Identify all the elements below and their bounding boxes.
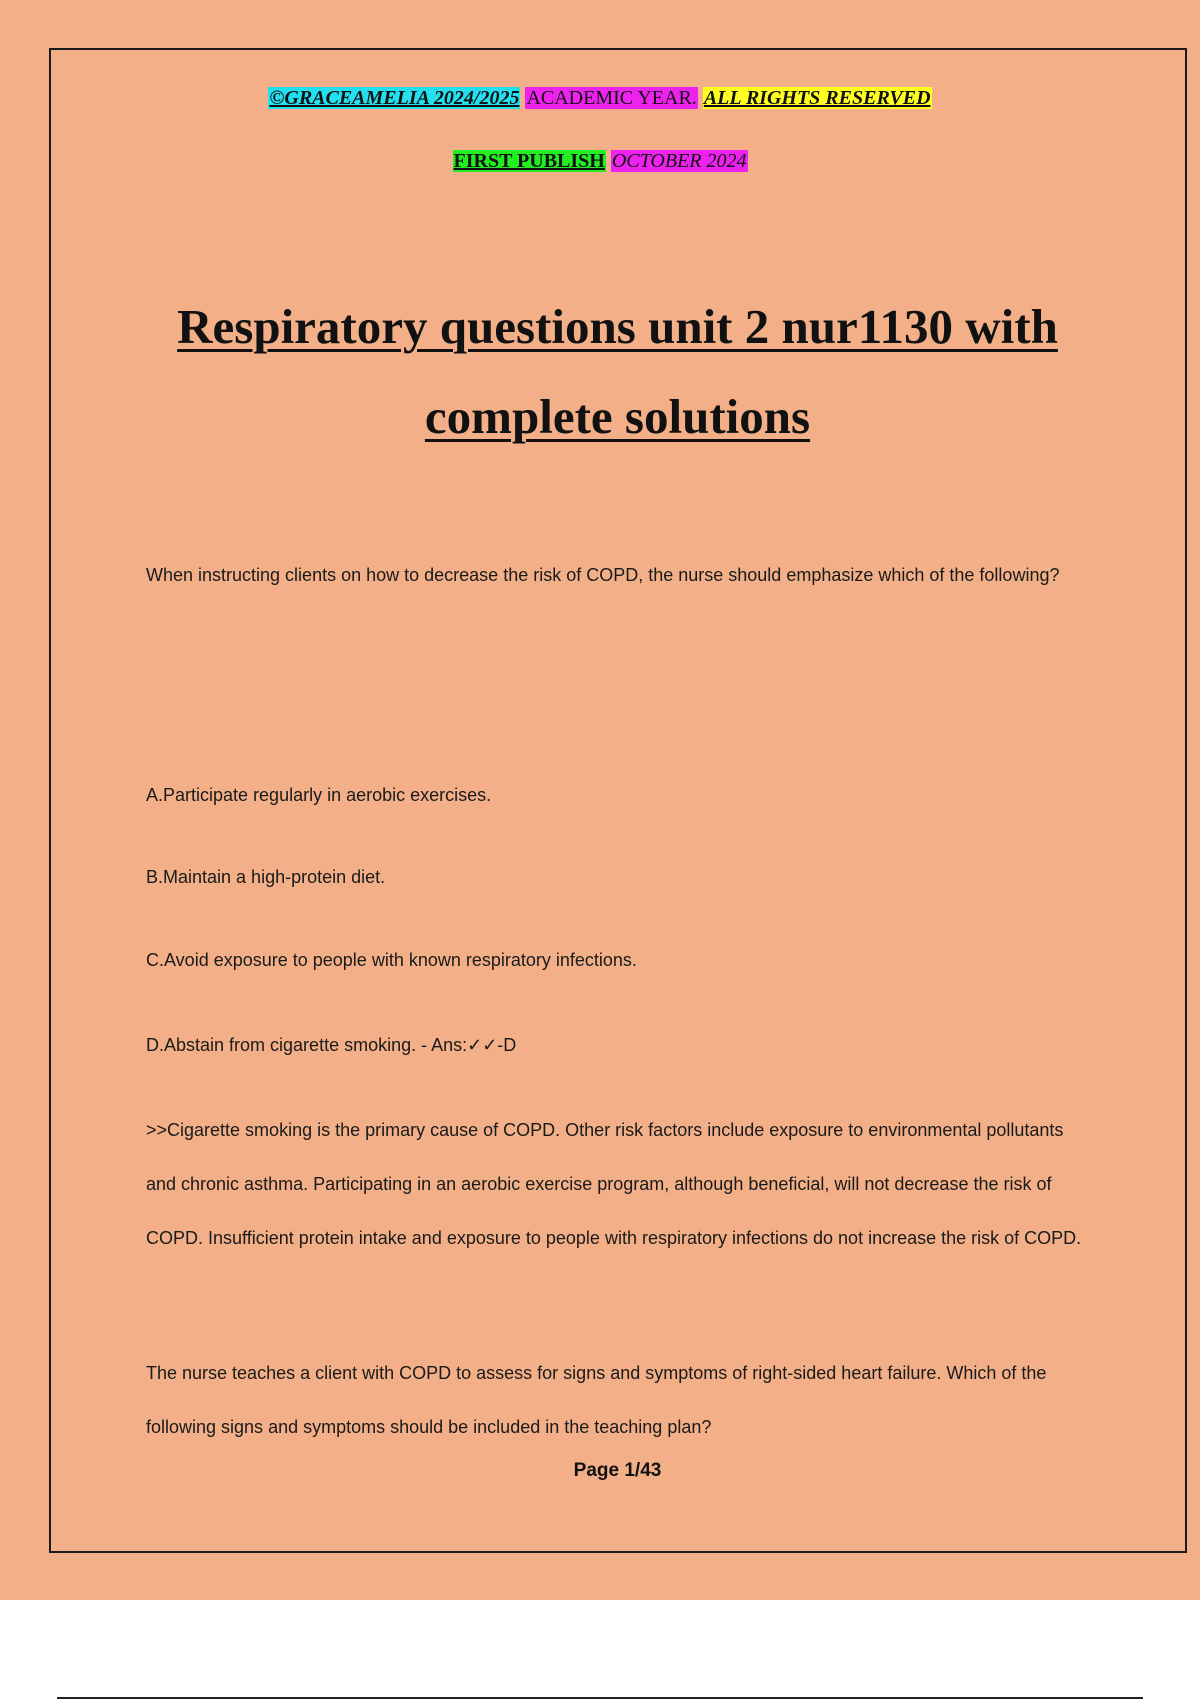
rights-reserved-text: ALL RIGHTS RESERVED xyxy=(703,87,931,109)
academic-year-text: ACADEMIC YEAR. xyxy=(526,87,697,109)
copyright-text: ©GRACEAMELIA 2024/2025 xyxy=(269,87,520,109)
document-title: Respiratory questions unit 2 nur1130 with complete solutions xyxy=(177,299,1058,444)
page-number: Page 1/43 xyxy=(573,1460,662,1481)
first-publish-text: FIRST PUBLISH xyxy=(453,150,605,172)
question-1-option-b: B.Maintain a high-protein diet. xyxy=(146,867,386,887)
question-1-explanation: >>Cigarette smoking is the primary cause of COPD. Other risk factors include exposure to environmental pollutants and chronic asthma. Participating in an aerobic exercise program, although beneficial, will not decrease the risk of COPD. Insufficient protein intake and exposure to people with respiratory infections do not increase the risk of COPD. xyxy=(146,1120,1082,1248)
publish-date-text: OCTOBER 2024 xyxy=(611,150,747,172)
bottom-divider xyxy=(57,1697,1143,1699)
question-1-option-c: C.Avoid exposure to people with known respiratory infections. xyxy=(146,950,637,970)
question-1-option-d-answer: D.Abstain from cigarette smoking. - Ans:✓✓-D xyxy=(146,1035,517,1055)
question-1-option-a: A.Participate regularly in aerobic exercises. xyxy=(146,785,492,805)
question-2-stem: The nurse teaches a client with COPD to assess for signs and symptoms of right-sided heart failure. Which of the following signs and symptoms should be included in the teaching plan? xyxy=(146,1363,1047,1437)
copyright-header xyxy=(0,85,1200,111)
publish-header xyxy=(0,148,1200,174)
question-1-stem: When instructing clients on how to decrease the risk of COPD, the nurse should emphasize which of the following? xyxy=(146,565,1060,585)
